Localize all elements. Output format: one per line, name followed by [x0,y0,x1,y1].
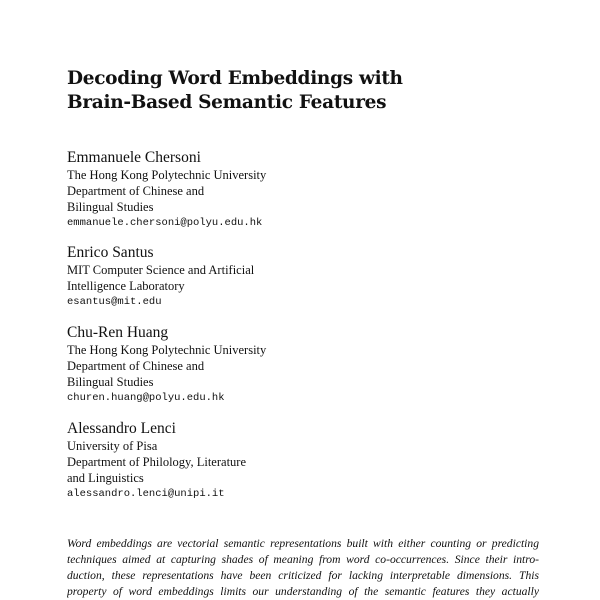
author-name: Alessandro Lenci [67,420,176,437]
author-name: Chu-Ren Huang [67,324,169,341]
author-email: alessandro.lenci@unipi.it [67,488,225,500]
author-email: esantus@mit.edu [67,296,162,308]
author-block-chersoni [67,149,537,231]
affiliation-line: Intelligence Laboratory [67,279,185,293]
abstract [67,536,539,600]
author-block-lenci [67,420,537,502]
abstract-line: property of word embeddings limits our understanding of the semantic features they actually [67,585,539,598]
title-line: Decoding Word Embeddings with [67,68,403,89]
author-email: emmanuele.chersoni@polyu.edu.hk [67,217,263,229]
affiliation-line: Department of Chinese and [67,359,205,373]
author-block-santus [67,244,537,310]
title-line: Brain-Based Semantic Features [67,92,387,113]
affiliation-line: Department of Chinese and [67,184,205,198]
affiliation-line: MIT Computer Science and Artificial [67,263,255,277]
abstract-line: techniques aimed at capturing shades of meaning from word co-occurrences. Since their intro- [67,553,539,566]
affiliation-line: University of Pisa [67,439,158,453]
author-name: Emmanuele Chersoni [67,149,201,166]
affiliation-line: Bilingual Studies [67,200,154,214]
affiliation-line: The Hong Kong Polytechnic University [67,343,267,357]
abstract-line: Word embeddings are vectorial semantic representations built with either counting or predicting [67,537,539,550]
author-name: Enrico Santus [67,244,154,261]
abstract-line: duction, these representations have been criticized for lacking interpretable dimensions. This [67,569,539,582]
affiliation-line: and Linguistics [67,471,144,485]
affiliation-line: Bilingual Studies [67,375,154,389]
author-email: churen.huang@polyu.edu.hk [67,392,225,404]
paper-title [67,67,537,115]
affiliation-line: The Hong Kong Polytechnic University [67,168,267,182]
affiliation-line: Department of Philology, Literature [67,455,246,469]
author-block-huang [67,324,537,406]
